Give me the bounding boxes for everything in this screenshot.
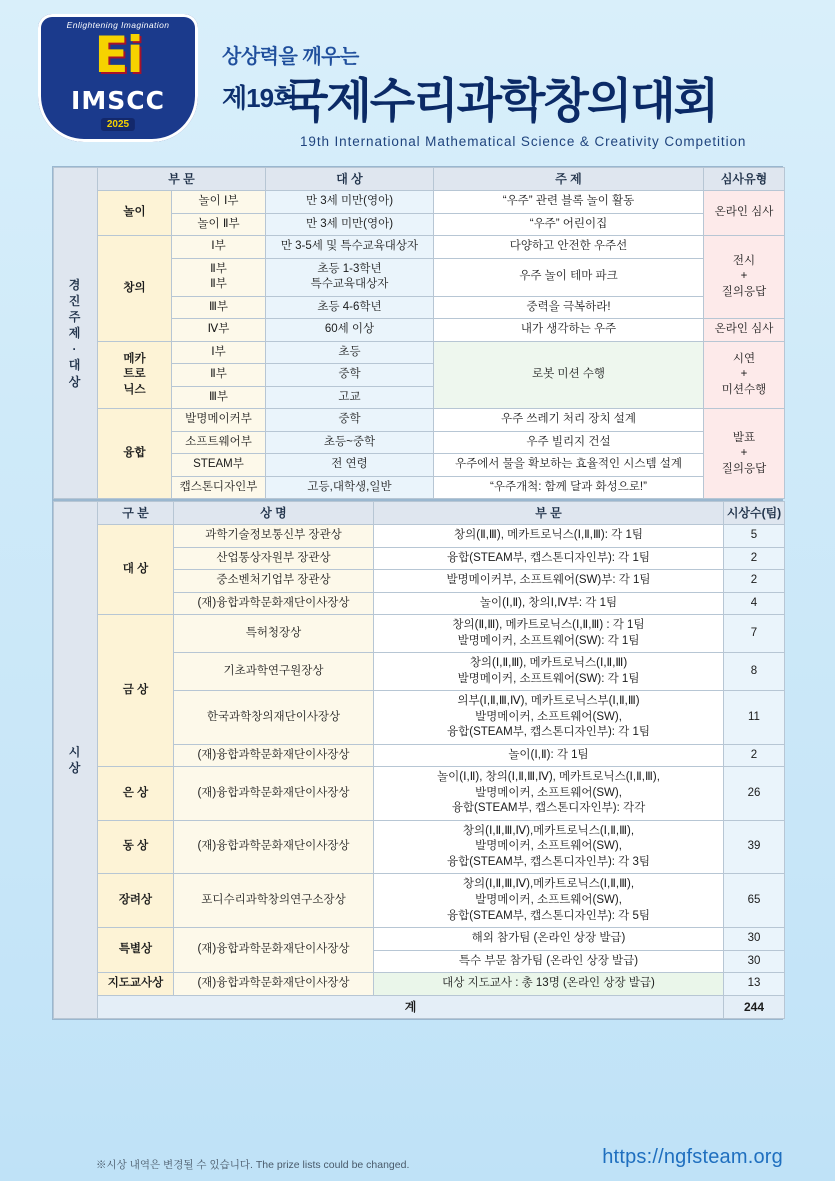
award-prize-name: (재)융합과학문화재단이사장상 [174, 744, 374, 767]
award-prize-name: 특허청장상 [174, 615, 374, 653]
topic-theme: 우주 놀이 테마 파크 [434, 258, 704, 296]
table-row [54, 341, 785, 364]
topic-part: Ⅰ부 [172, 341, 266, 364]
table-row [54, 191, 785, 214]
award-grade: 은 상 [98, 767, 174, 821]
award-division: 의부(Ⅰ,Ⅱ,Ⅲ,Ⅳ), 메카트로닉스부(Ⅰ,Ⅱ,Ⅲ) 발명메이커, 소프트웨어(SW), 융합(STEAM부, 캡스톤디자인부): 각 1팀 [374, 691, 724, 745]
award-count: 13 [724, 973, 785, 996]
award-prize-name: (재)융합과학문화재단이사장상 [174, 767, 374, 821]
award-count: 2 [724, 547, 785, 570]
topic-target: 만 3세 미만(영아) [266, 191, 434, 214]
award-count: 2 [724, 570, 785, 593]
topic-part: 소프트웨어부 [172, 431, 266, 454]
award-count: 65 [724, 874, 785, 928]
table-row [54, 874, 785, 928]
topic-target: 60세 이상 [266, 319, 434, 342]
award-division: 창의(Ⅰ,Ⅱ,Ⅲ,Ⅳ),메카트로닉스(Ⅰ,Ⅱ,Ⅲ), 발명메이커, 소프트웨어(SW), 융합(STEAM부, 캡스톤디자인부): 각 5팀 [374, 874, 724, 928]
topic-target: 만 3세 미만(영아) [266, 213, 434, 236]
award-count: 30 [724, 950, 785, 973]
topic-part: 캡스톤디자인부 [172, 476, 266, 499]
awards-total-row [54, 995, 785, 1018]
award-division: 놀이(Ⅰ,Ⅱ), 창의Ⅰ,Ⅳ부: 각 1팀 [374, 592, 724, 615]
section-banner-awards: 시 상 [54, 502, 98, 1019]
table-row [54, 767, 785, 821]
award-prize-name: (재)융합과학문화재단이사장상 [174, 820, 374, 874]
col-header-division: 부 문 [374, 502, 724, 525]
topic-part: Ⅲ부 [172, 386, 266, 409]
topic-evaluation-type: 시연 + 미션수행 [704, 341, 785, 409]
topic-part: Ⅱ부 [172, 364, 266, 387]
award-count: 4 [724, 592, 785, 615]
logo-ei-text: Ei [94, 26, 142, 84]
col-header-eval: 심사유형 [704, 168, 785, 191]
prize-table [53, 501, 785, 1019]
topic-target: 중학 [266, 364, 434, 387]
award-count: 7 [724, 615, 785, 653]
total-label: 계 [98, 995, 724, 1018]
award-grade: 지도교사상 [98, 973, 174, 996]
award-prize-name: (재)융합과학문화재단이사장상 [174, 928, 374, 973]
col-header-target: 대 상 [266, 168, 434, 191]
topic-evaluation-type: 온라인 심사 [704, 319, 785, 342]
award-division: 창의(Ⅰ,Ⅱ,Ⅲ,Ⅳ),메카트로닉스(Ⅰ,Ⅱ,Ⅲ), 발명메이커, 소프트웨어(SW), 융합(STEAM부, 캡스톤디자인부): 각 3팀 [374, 820, 724, 874]
topic-part: Ⅳ부 [172, 319, 266, 342]
topic-category: 놀이 [98, 191, 172, 236]
topic-evaluation-type: 발표 + 질의응답 [704, 409, 785, 499]
topic-target: 초등 [266, 341, 434, 364]
award-prize-name: (재)융합과학문화재단이사장상 [174, 592, 374, 615]
logo-year-badge: 2025 [101, 118, 135, 131]
topic-part: 놀이 Ⅱ부 [172, 213, 266, 236]
topic-target: 초등 4-6학년 [266, 296, 434, 319]
award-division: 발명메이커부, 소프트웨어(SW)부: 각 1팀 [374, 570, 724, 593]
topic-target: 만 3-5세 및 특수교육대상자 [266, 236, 434, 259]
award-grade: 동 상 [98, 820, 174, 874]
topic-category: 메카 트로 닉스 [98, 341, 172, 409]
logo-imscc-text: IMSCC [71, 86, 165, 115]
award-prize-name: 중소벤처기업부 장관상 [174, 570, 374, 593]
award-count: 8 [724, 653, 785, 691]
award-count: 30 [724, 928, 785, 951]
award-grade: 대 상 [98, 525, 174, 615]
topic-part: STEAM부 [172, 454, 266, 477]
topic-evaluation-type: 온라인 심사 [704, 191, 785, 236]
award-prize-name: 포디수리과학창의연구소장상 [174, 874, 374, 928]
topic-part: Ⅲ부 [172, 296, 266, 319]
header-english-title: 19th International Mathematical Science & Creativity Competition [300, 134, 747, 149]
col-header-prize-name: 상 명 [174, 502, 374, 525]
website-url[interactable]: https://ngfsteam.org [602, 1146, 783, 1168]
award-division: 창의(Ⅱ,Ⅲ), 메카트로닉스(Ⅰ,Ⅱ,Ⅲ): 각 1팀 [374, 525, 724, 548]
table-row [54, 973, 785, 996]
topic-category: 창의 [98, 236, 172, 342]
topic-theme: “우주” 어린이집 [434, 213, 704, 236]
topic-target: 중학 [266, 409, 434, 432]
header-subtitle: 상상력을 깨우는 [222, 46, 359, 68]
topic-theme: 다양하고 안전한 우주선 [434, 236, 704, 259]
page-title: 국제수리과학창의대회 [283, 74, 718, 127]
award-division: 놀이(Ⅰ,Ⅱ), 창의(Ⅰ,Ⅱ,Ⅲ,Ⅳ), 메카트로닉스(Ⅰ,Ⅱ,Ⅲ), 발명메이커, 소프트웨어(SW), 융합(STEAM부, 캡스톤디자인부): 각각 [374, 767, 724, 821]
topic-target: 전 연령 [266, 454, 434, 477]
topic-part: Ⅱ부 Ⅱ부 [172, 258, 266, 296]
topic-theme: 로봇 미션 수행 [434, 341, 704, 409]
award-prize-name: (재)융합과학문화재단이사장상 [174, 973, 374, 996]
award-grade: 특별상 [98, 928, 174, 973]
col-header-part: 부 문 [98, 168, 266, 191]
award-count: 11 [724, 691, 785, 745]
footnote: ※시상 내역은 변경될 수 있습니다. The prize lists could be changed. [96, 1159, 410, 1171]
col-header-theme: 주 제 [434, 168, 704, 191]
topic-evaluation-type: 전시 + 질의응답 [704, 236, 785, 319]
award-count: 26 [724, 767, 785, 821]
award-prize-name: 한국과학창의재단이사장상 [174, 691, 374, 745]
awards-header-row [54, 502, 785, 525]
competition-topics-table [52, 166, 783, 500]
award-division: 창의(Ⅰ,Ⅱ,Ⅲ), 메카트로닉스(Ⅰ,Ⅱ,Ⅲ) 발명메이커, 소프트웨어(SW): 각 1팀 [374, 653, 724, 691]
col-header-grade: 구 분 [98, 502, 174, 525]
award-count: 2 [724, 744, 785, 767]
section-banner-competition: 경 진 주 제 · 대 상 [54, 168, 98, 499]
topic-theme: 우주 쓰레기 처리 장치 설계 [434, 409, 704, 432]
table-row [54, 236, 785, 259]
topic-theme: 중력을 극복하라! [434, 296, 704, 319]
table-row [54, 525, 785, 548]
topic-target: 초등 1-3학년 특수교육대상자 [266, 258, 434, 296]
table-row [54, 820, 785, 874]
table-row [54, 615, 785, 653]
table-row [54, 928, 785, 951]
award-prize-name: 기초과학연구원장상 [174, 653, 374, 691]
award-count: 39 [724, 820, 785, 874]
col-header-count: 시상수(팀) [724, 502, 785, 525]
award-prize-name: 과학기술정보통신부 장관상 [174, 525, 374, 548]
award-division: 특수 부문 참가팀 (온라인 상장 발급) [374, 950, 724, 973]
award-count: 5 [724, 525, 785, 548]
topic-theme: “우주” 관련 블록 놀이 활동 [434, 191, 704, 214]
topic-theme: 내가 생각하는 우주 [434, 319, 704, 342]
award-division: 해외 참가팀 (온라인 상장 발급) [374, 928, 724, 951]
topics-table [53, 167, 785, 499]
page-header [0, 0, 835, 160]
topic-target: 초등~중학 [266, 431, 434, 454]
topic-part: Ⅰ부 [172, 236, 266, 259]
award-grade: 금 상 [98, 615, 174, 767]
topic-theme: “우주개척: 함께 달과 화성으로!” [434, 476, 704, 499]
topic-category: 융합 [98, 409, 172, 499]
topic-target: 고등,대학생,일반 [266, 476, 434, 499]
award-division: 융합(STEAM부, 캡스톤디자인부): 각 1팀 [374, 547, 724, 570]
topic-theme: 우주 빌리지 건설 [434, 431, 704, 454]
topic-part: 놀이 Ⅰ부 [172, 191, 266, 214]
header-edition: 제19회 [222, 83, 298, 113]
total-value: 244 [724, 995, 785, 1018]
imscc-logo [38, 14, 198, 146]
award-prize-name: 산업통상자원부 장관상 [174, 547, 374, 570]
award-division: 대상 지도교사 : 총 13명 (온라인 상장 발급) [374, 973, 724, 996]
topic-target: 고교 [266, 386, 434, 409]
logo-tagline: Enlightening Imagination [66, 20, 170, 30]
awards-table [52, 500, 783, 1020]
award-division: 놀이(Ⅰ,Ⅱ): 각 1팀 [374, 744, 724, 767]
award-grade: 장려상 [98, 874, 174, 928]
topic-part: 발명메이커부 [172, 409, 266, 432]
table-row [54, 409, 785, 432]
topics-header-row [54, 168, 785, 191]
award-division: 창의(Ⅱ,Ⅲ), 메카트로닉스(Ⅰ,Ⅱ,Ⅲ) : 각 1팀 발명메이커, 소프트웨어(SW): 각 1팀 [374, 615, 724, 653]
topic-theme: 우주에서 물을 확보하는 효율적인 시스템 설계 [434, 454, 704, 477]
